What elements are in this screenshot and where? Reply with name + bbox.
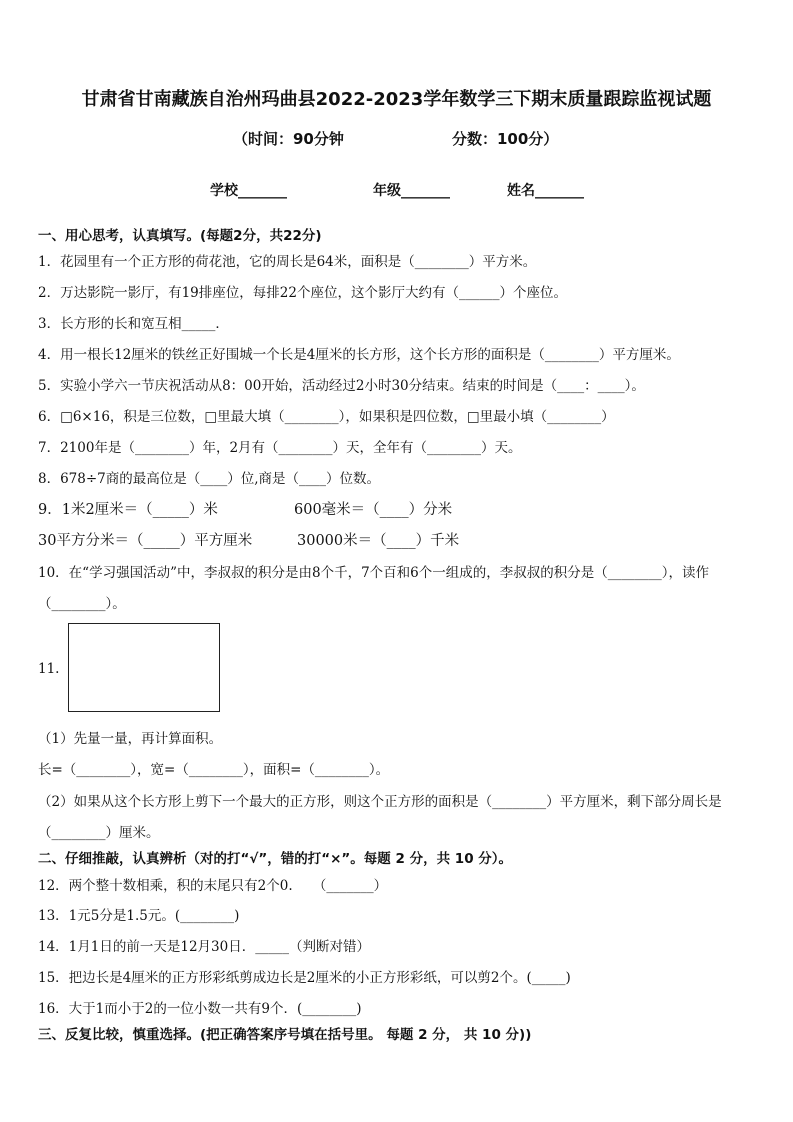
rectangle-figure [68,623,220,712]
question-6: 6．□6×16，积是三位数，□里最大填（________），如果积是四位数，□里最小填（________） [38,409,615,425]
question-12: 12．两个整十数相乘，积的末尾只有2个0. （_______） [38,878,388,894]
question-10-reading: （________）。 [38,596,126,612]
question-9c: 30平方分米＝（_____）平方厘米 [38,533,253,549]
question-7: 7．2100年是（________）年，2月有（________）天，全年有（________）天。 [38,440,522,456]
question-11-part-2: （2）如果从这个长方形上剪下一个最大的正方形，则这个正方形的面积是（________）平方厘米，剩下部分周长是 [38,794,722,810]
question-14: 14．1月1日的前一天是12月30日．_____（判断对错） [38,939,370,955]
school-field[interactable]: 学校_______ [210,183,287,199]
name-field[interactable]: 姓名_______ [507,183,584,199]
exam-title: 甘肃省甘南藏族自治州玛曲县2022-2023学年数学三下期末质量跟踪监视试题 [81,89,712,110]
question-9a: 9．1米2厘米＝（_____）米 [38,502,218,518]
question-13: 13．1元5分是1.5元。(________) [38,908,240,924]
section-3-heading: 三、反复比较，慎重选择。(把正确答案序号填在括号里。 每题 2 分， 共 10 分)) [38,1027,532,1043]
question-10: 10．在“学习强国活动”中，李叔叔的积分是由8个千，7个百和6个一组成的，李叔叔的积分是（________），读作 [38,565,709,581]
question-2: 2．万达影院一影厅，有19排座位，每排22个座位，这个影厅大约有（______）个座位。 [38,285,567,301]
score-label: 分数：100分） [452,130,559,148]
time-label: （时间：90分钟 [233,130,344,148]
grade-field[interactable]: 年级_______ [373,183,450,199]
question-11-part-1: （1）先量一量，再计算面积。 [38,731,223,747]
section-2-heading: 二、仔细推敲，认真辨析（对的打“√”，错的打“×”。每题 2 分，共 10 分）。 [38,851,513,867]
question-5: 5．实验小学六一节庆祝活动从8：00开始，活动经过2小时30分结束。结束的时间是（____：____）。 [38,378,645,394]
question-3: 3．长方形的长和宽互相_____． [38,316,229,332]
question-11-measurements: 长=（________），宽=（________），面积=（________）。 [38,762,390,778]
question-15: 15．把边长是4厘米的正方形彩纸剪成边长是2厘米的小正方形彩纸，可以剪2个。(_____) [38,970,571,986]
question-9d: 30000米＝（____）千米 [297,533,460,549]
question-1: 1．花园里有一个正方形的荷花池，它的周长是64米，面积是（________）平方米。 [38,254,537,270]
question-8: 8．678÷7商的最高位是（____）位,商是（____）位数。 [38,471,381,487]
question-4: 4．用一根长12厘米的铁丝正好围城一个长是4厘米的长方形，这个长方形的面积是（________）平方厘米。 [38,347,680,363]
question-11-part-2-cont: （________）厘米。 [38,825,160,841]
section-1-heading: 一、用心思考，认真填写。(每题2分，共22分) [38,228,322,244]
question-9b: 600毫米＝（____）分米 [294,502,453,518]
question-16: 16．大于1而小于2的一位小数一共有9个．(________) [38,1001,362,1017]
question-11-number: 11. [38,661,60,677]
